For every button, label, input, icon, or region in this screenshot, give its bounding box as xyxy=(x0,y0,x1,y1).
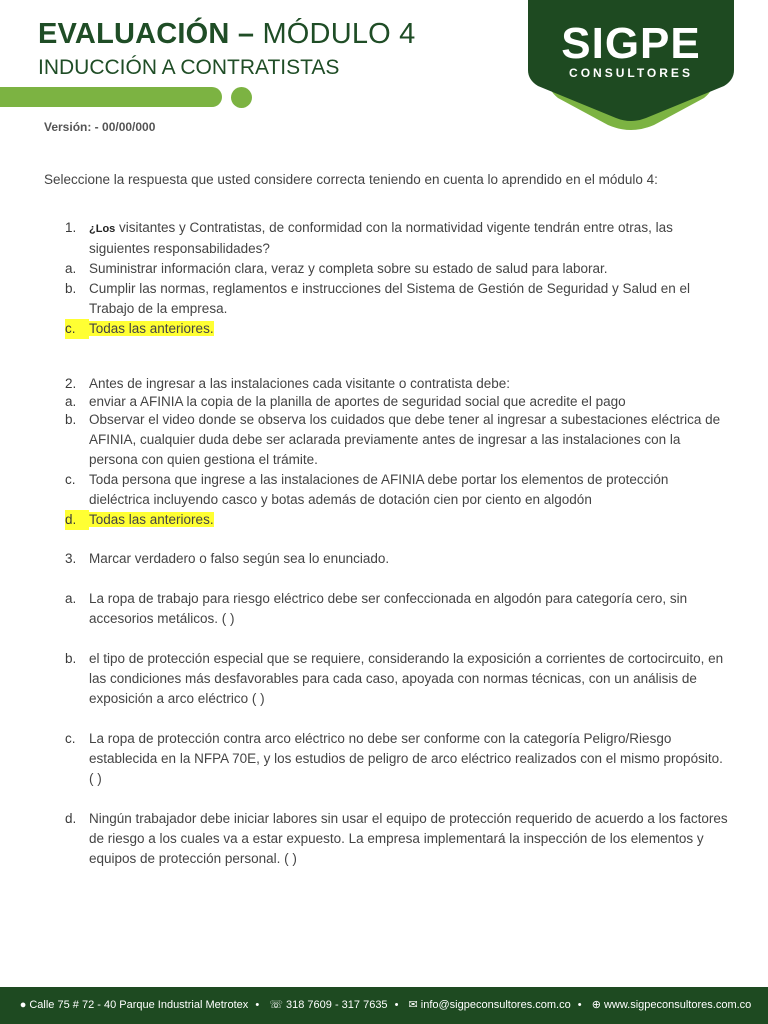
option-text: Ningún trabajador debe iniciar labores sin usar el equipo de protección requerido de acuerdo a los factores de riesgo a los cuales va a estar expuesto. La empresa implementará la inspección de los elementos y equipos de protección personal. ( ) xyxy=(89,811,728,866)
option-text: Cumplir las normas, reglamentos e instrucciones del Sistema de Gestión de Seguridad y Salud en el Trabajo de la empresa. xyxy=(89,281,691,316)
option-mark-correct: d. xyxy=(65,510,89,530)
footer-email[interactable]: info@sigpeconsultores.com.co xyxy=(420,999,571,1011)
option-mark: d. xyxy=(65,811,77,826)
instructions: Seleccione la respuesta que usted considere correcta teniendo en cuenta lo aprendido en el módulo 4: xyxy=(44,172,658,187)
question-text: Marcar verdadero o falso según sea lo enunciado. xyxy=(89,551,390,566)
footer-address: Calle 75 # 72 - 40 Parque Industrial Metrotex xyxy=(29,999,249,1011)
company-logo: SIGPE CONSULTORES xyxy=(561,19,701,80)
option-text: La ropa de protección contra arco eléctrico no debe ser conforme con la categoría Peligro/Riesgo establecida en la NFPA 70E, y los estudios de peligro de arco eléctrico realizados con el mismo propósito. ( ) xyxy=(89,731,723,786)
question-2 xyxy=(65,374,731,530)
question-text: visitantes y Contratistas, de conformidad con la normatividad vigente tendrán entre otras, las siguientes responsabilidades? xyxy=(89,220,673,256)
version-label: Versión: - 00/00/000 xyxy=(44,120,156,134)
option-text-correct: Todas las anteriores. xyxy=(89,321,214,336)
option-text: enviar a AFINIA la copia de la planilla de aportes de seguridad social que acredite el pago xyxy=(89,394,626,409)
option-mark: a. xyxy=(65,261,77,276)
question-prefix: ¿Los xyxy=(89,223,116,235)
option-mark: a. xyxy=(65,394,77,409)
footer-phone: 318 7609 - 317 7635 xyxy=(286,999,388,1011)
decorative-dot xyxy=(231,87,252,108)
page-subtitle: INDUCCIÓN A CONTRATISTAS xyxy=(38,56,340,79)
option-mark: a. xyxy=(65,591,77,606)
option-mark: c. xyxy=(65,472,76,487)
option-text: La ropa de trabajo para riesgo eléctrico debe ser confeccionada en algodón para categoría cero, sin accesorios metálicos. ( ) xyxy=(89,591,688,626)
location-pin-icon: ● xyxy=(19,999,27,1011)
option-text: Observar el video donde se observa los cuidados que debe tener al ingresar a subestaciones eléctrica de AFINIA, cualquier duda debe ser aclarada previamente antes de ingresar a las instalaciones con la persona con quien gestiona el trámite. xyxy=(89,412,721,467)
option-text: Toda persona que ingrese a las instalaciones de AFINIA debe portar los elementos de protección dieléctrica incluyendo casco y botas además de dotación cien por ciento en algodón xyxy=(89,472,669,507)
phone-icon: ☏ xyxy=(269,999,284,1011)
page-footer: ● Calle 75 # 72 - 40 Parque Industrial Metrotex • ☏ 318 7609 - 317 7635 • ✉ info@sigpeconsultores.com.co • ⊕ www.sigpeconsultores.com.co xyxy=(0,987,768,1024)
question-text: Antes de ingresar a las instalaciones cada visitante o contratista debe: xyxy=(89,376,510,391)
decorative-bar xyxy=(0,87,222,107)
question-3 xyxy=(65,549,731,869)
question-number: 1. xyxy=(65,220,77,235)
question-number: 2. xyxy=(65,376,77,391)
email-icon: ✉ xyxy=(408,999,418,1011)
page-title: EVALUACIÓN – MÓDULO 4 xyxy=(38,18,416,50)
globe-icon: ⊕ xyxy=(591,999,601,1011)
footer-website[interactable]: www.sigpeconsultores.com.co xyxy=(603,999,752,1011)
option-mark: b. xyxy=(65,651,77,666)
question-1 xyxy=(65,218,731,339)
option-text: el tipo de protección especial que se requiere, considerando la exposición a corrientes de cortocircuito, en las condiciones más desfavorables para cada caso, apoyada con normas técnicas, con un análisis de exposición a arco eléctrico ( ) xyxy=(89,651,724,706)
option-text-correct: Todas las anteriores. xyxy=(89,512,214,527)
option-mark: c. xyxy=(65,731,76,746)
option-mark: b. xyxy=(65,281,77,296)
option-text: Suministrar información clara, veraz y completa sobre su estado de salud para laborar. xyxy=(89,261,608,276)
option-mark: b. xyxy=(65,412,77,427)
question-number: 3. xyxy=(65,551,77,566)
option-mark-correct: c. xyxy=(65,319,89,339)
